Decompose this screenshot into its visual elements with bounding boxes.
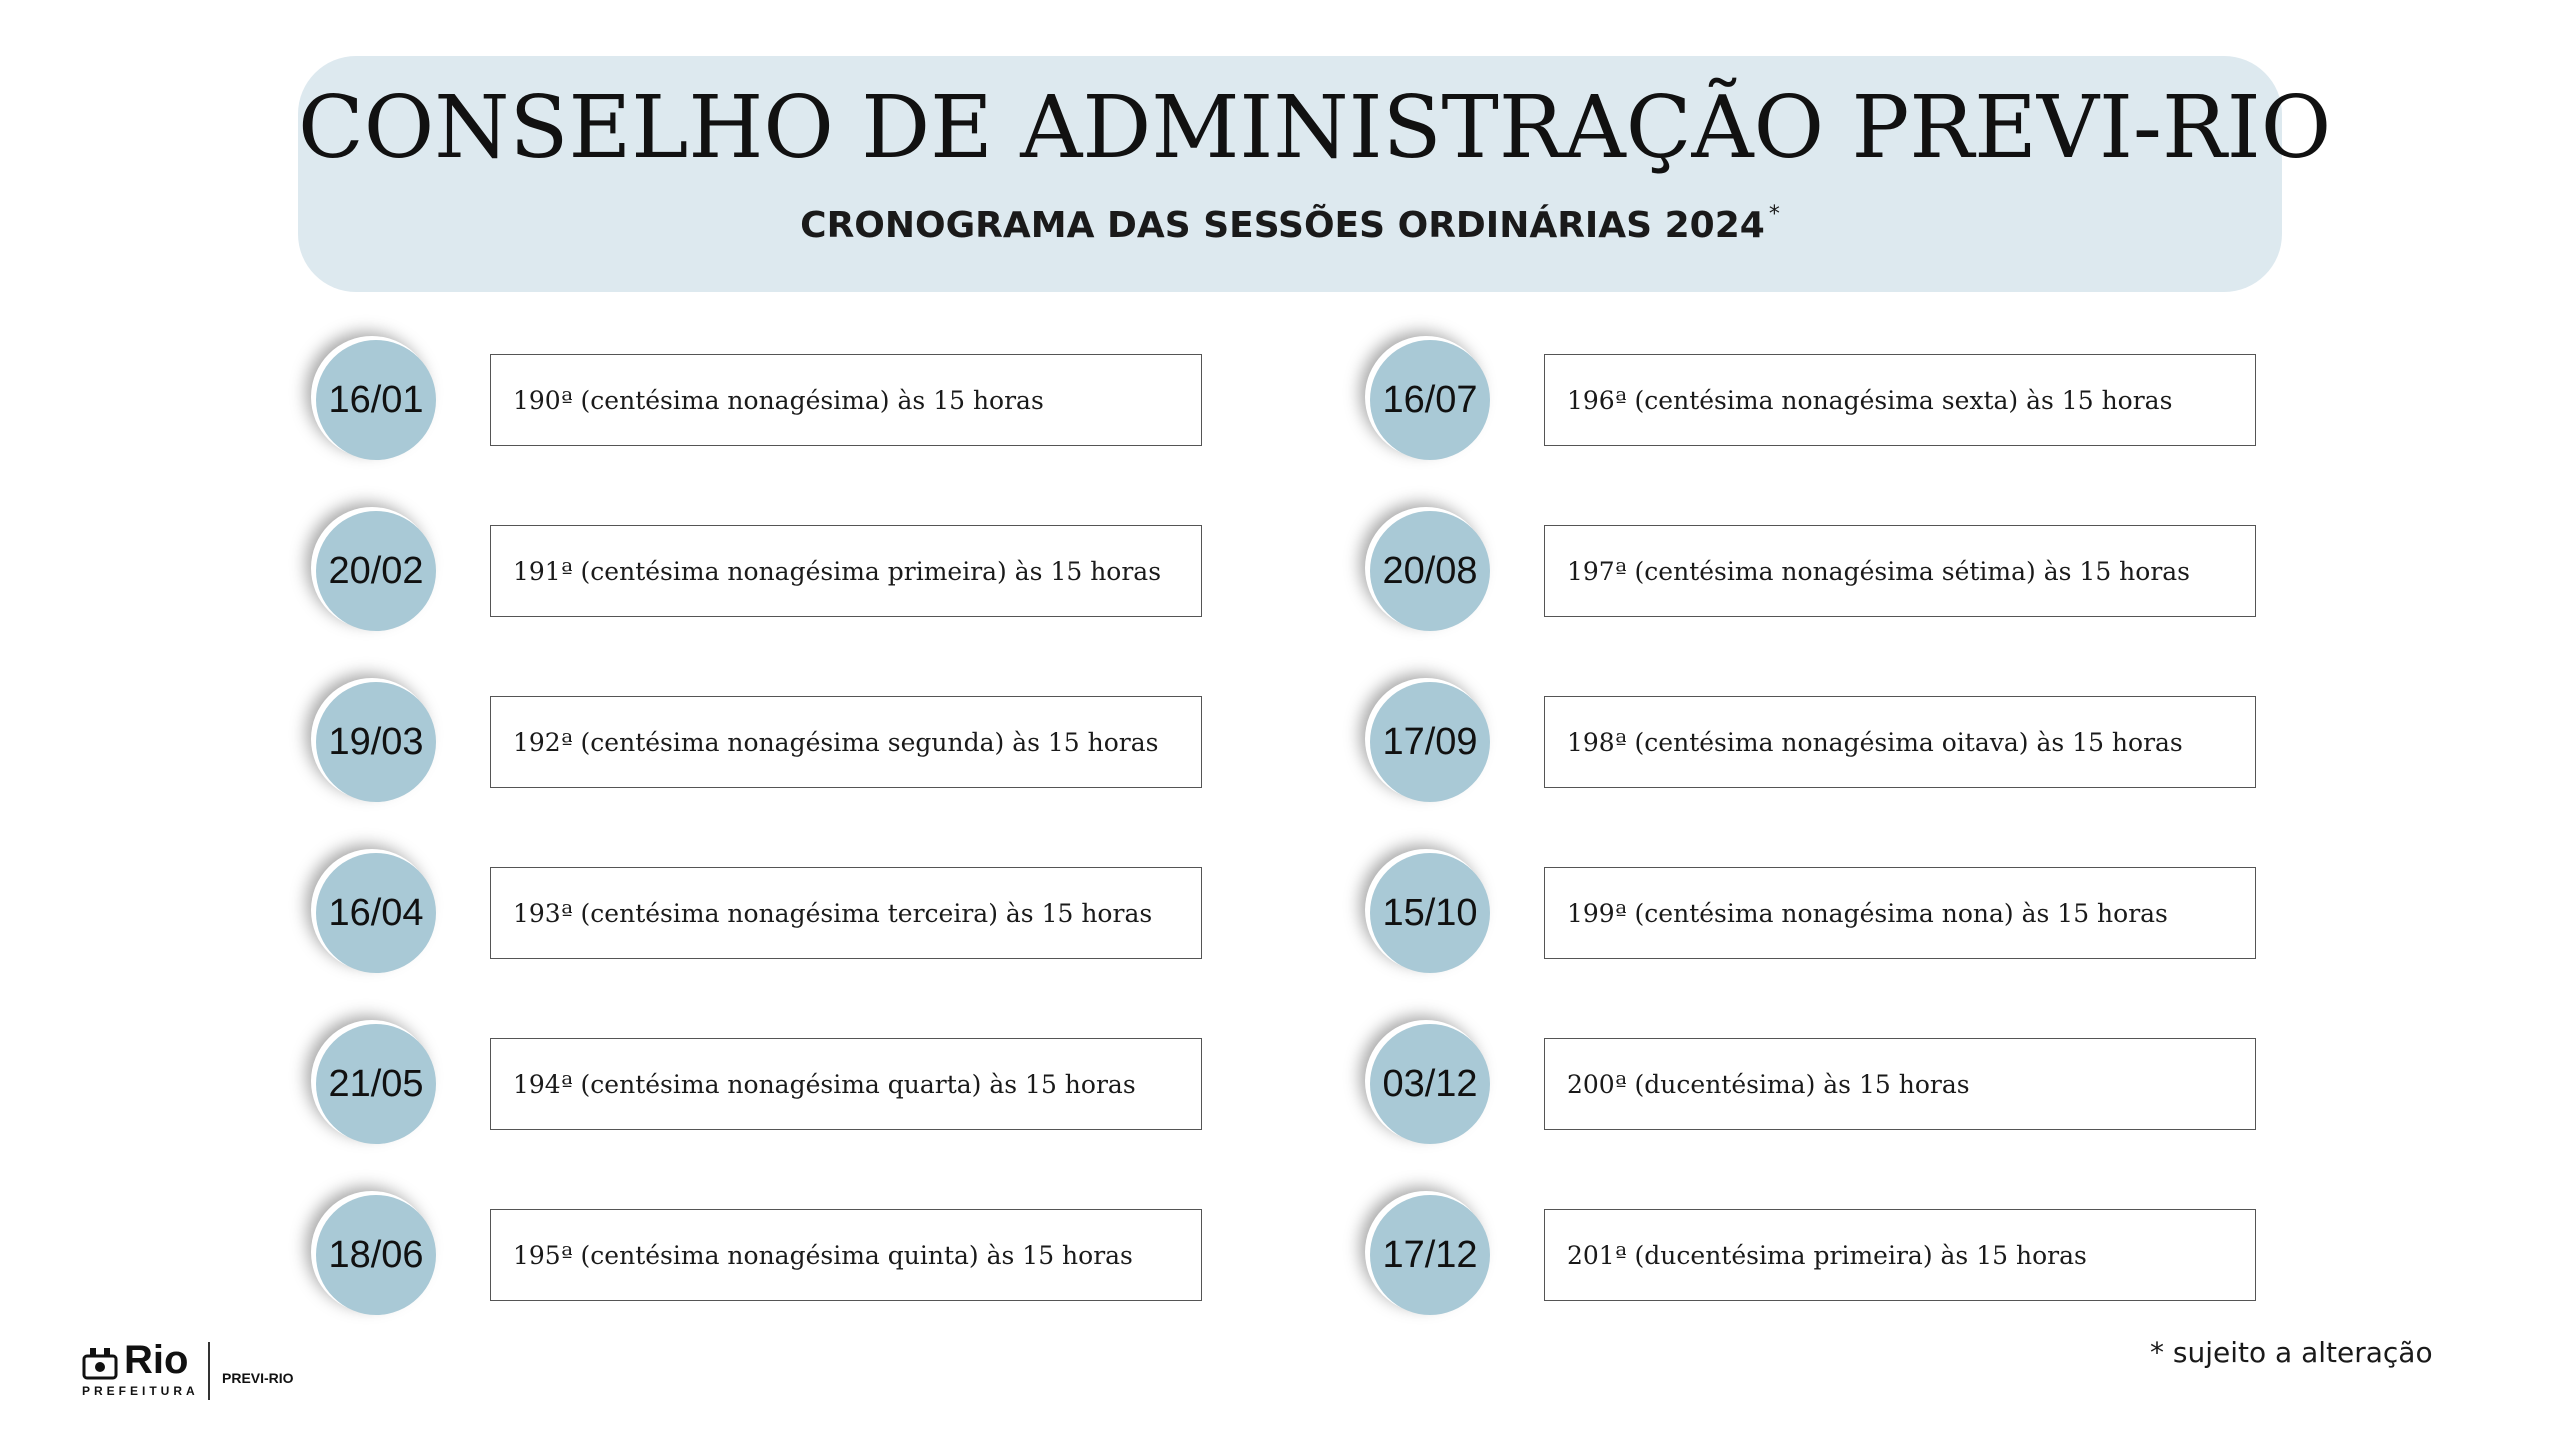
session-date: 20/02	[328, 549, 424, 592]
session-item	[310, 853, 1310, 981]
session-description-box	[490, 1038, 1202, 1130]
session-item	[310, 1024, 1310, 1152]
session-date-badge	[316, 853, 436, 973]
session-date-badge	[1370, 511, 1490, 631]
session-description: 191ª (centésima nonagésima primeira) às 15 horas	[513, 556, 1162, 586]
session-description-box	[1544, 525, 2256, 617]
session-item	[1364, 340, 2364, 468]
subtitle-asterisk: *	[1768, 202, 1780, 227]
session-date-badge	[1370, 682, 1490, 802]
subtitle-text: CRONOGRAMA DAS SESSÕES ORDINÁRIAS 2024	[800, 205, 1765, 246]
session-date-badge	[1370, 853, 1490, 973]
session-description-box	[490, 696, 1202, 788]
session-description-box	[490, 525, 1202, 617]
session-description: 192ª (centésima nonagésima segunda) às 15 horas	[513, 727, 1159, 757]
logo-prefeitura-text: PREFEITURA	[82, 1384, 199, 1398]
session-date: 03/12	[1382, 1062, 1478, 1105]
session-date-badge	[1370, 1024, 1490, 1144]
session-description-box	[1544, 1038, 2256, 1130]
footnote: * sujeito a alteração	[2150, 1336, 2433, 1369]
session-date: 17/12	[1382, 1233, 1478, 1276]
session-description: 194ª (centésima nonagésima quarta) às 15 horas	[513, 1069, 1136, 1099]
session-description: 199ª (centésima nonagésima nona) às 15 horas	[1567, 898, 2168, 928]
session-date-badge	[316, 1024, 436, 1144]
session-date: 15/10	[1382, 891, 1478, 934]
session-date-badge	[316, 1195, 436, 1315]
session-description: 196ª (centésima nonagésima sexta) às 15 horas	[1567, 385, 2173, 415]
session-description-box	[490, 1209, 1202, 1301]
session-date-badge	[316, 682, 436, 802]
session-item	[310, 682, 1310, 810]
session-description-box	[490, 354, 1202, 446]
session-description: 195ª (centésima nonagésima quinta) às 15 horas	[513, 1240, 1133, 1270]
session-date: 19/03	[328, 720, 424, 763]
session-description: 198ª (centésima nonagésima oitava) às 15 horas	[1567, 727, 2183, 757]
page-title: CONSELHO DE ADMINISTRAÇÃO PREVI-RIO	[298, 78, 2332, 178]
session-item	[310, 1195, 1310, 1323]
session-item	[310, 340, 1310, 468]
logo-rio-text: Rio	[124, 1338, 189, 1382]
session-description: 190ª (centésima nonagésima) às 15 horas	[513, 385, 1044, 415]
session-date-badge	[1370, 340, 1490, 460]
session-description-box	[1544, 867, 2256, 959]
session-description: 193ª (centésima nonagésima terceira) às 15 horas	[513, 898, 1153, 928]
session-date: 17/09	[1382, 720, 1478, 763]
session-description-box	[490, 867, 1202, 959]
session-date-badge	[316, 340, 436, 460]
session-item	[310, 511, 1310, 639]
session-description-box	[1544, 696, 2256, 788]
session-date: 21/05	[328, 1062, 424, 1105]
logo-previ-rio-text: PREVI-RIO	[222, 1370, 294, 1386]
coat-of-arms-icon	[80, 1346, 120, 1382]
session-date: 16/07	[1382, 378, 1478, 421]
session-date: 20/08	[1382, 549, 1478, 592]
session-description-box	[1544, 354, 2256, 446]
session-item	[1364, 682, 2364, 810]
logo-divider	[208, 1342, 210, 1400]
prefeitura-rio-logo	[80, 1340, 320, 1404]
page-subtitle	[298, 202, 2282, 246]
session-item	[1364, 1195, 2364, 1323]
session-description: 197ª (centésima nonagésima sétima) às 15 horas	[1567, 556, 2191, 586]
header-banner	[298, 56, 2332, 292]
session-date: 16/01	[328, 378, 424, 421]
session-date: 18/06	[328, 1233, 424, 1276]
session-date: 16/04	[328, 891, 424, 934]
session-description-box	[1544, 1209, 2256, 1301]
session-item	[1364, 853, 2364, 981]
session-description: 200ª (ducentésima) às 15 horas	[1567, 1069, 1970, 1099]
session-date-badge	[1370, 1195, 1490, 1315]
session-item	[1364, 511, 2364, 639]
session-description: 201ª (ducentésima primeira) às 15 horas	[1567, 1240, 2087, 1270]
session-date-badge	[316, 511, 436, 631]
session-item	[1364, 1024, 2364, 1152]
